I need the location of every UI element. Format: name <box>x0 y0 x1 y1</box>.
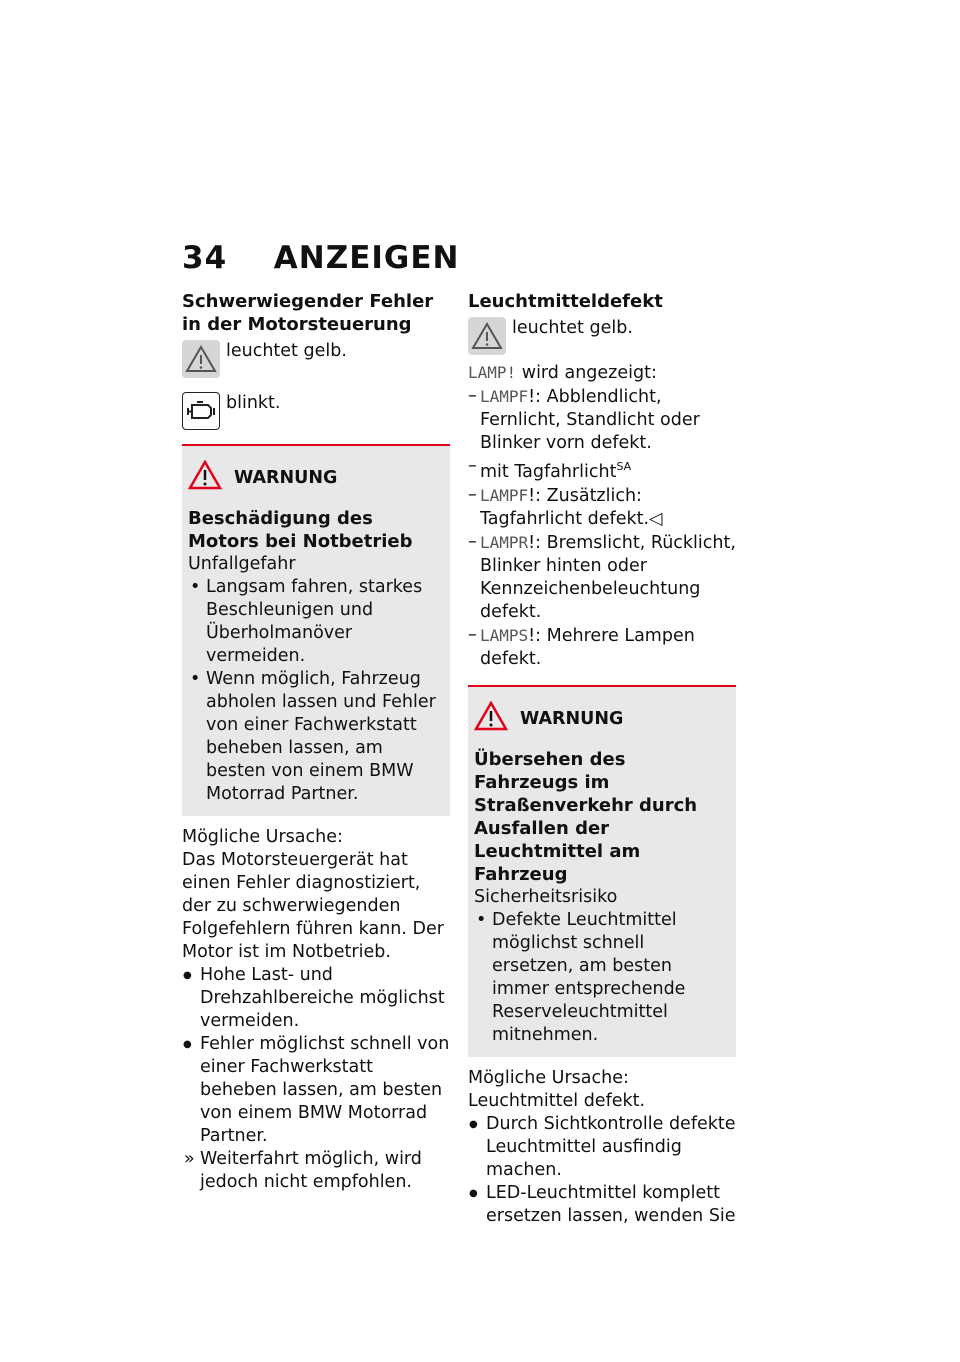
action-list <box>468 1113 736 1228</box>
warning-box-engine <box>182 444 450 816</box>
warning-triangle-icon <box>474 701 508 738</box>
indicator-row-yellow <box>182 340 450 378</box>
lamp-code-list <box>468 385 736 671</box>
warning-head <box>188 460 442 497</box>
list-item: • Langsam fahren, starkes Beschleunigen und Überholmanöver vermeiden. <box>188 576 442 668</box>
cause-label: Mögliche Ursache: <box>182 827 343 847</box>
list-item: ● Fehler möglichst schnell von einer Fachwerkstatt beheben lassen, am besten von einem BMW Motorrad Partner. <box>182 1033 450 1148</box>
warning-list <box>474 909 728 1047</box>
display-text: wird angezeigt: <box>521 363 657 383</box>
list-item: • Defekte Leuchtmittel möglichst schnell ersetzen, am besten immer entsprechende Reserveleuchtmittel mitnehmen. <box>474 909 728 1047</box>
list-item: – mit Tagfahrlicht$^{SA}$ <box>468 455 736 484</box>
indicator-row-lamp <box>468 317 736 355</box>
cause-text: Das Motorsteuergerät hat einen Fehler diagnostiziert, der zu schwerwiegenden Folgefehlern führen kann. Der Motor ist im Notbetrieb. <box>182 850 444 962</box>
list-item: ● Hohe Last- und Drehzahlbereiche möglichst vermeiden. <box>182 964 450 1033</box>
warning-list <box>188 576 442 806</box>
page-header <box>182 240 460 276</box>
indicator-text-lamp: leuchtet gelb. <box>512 318 633 338</box>
display-line <box>468 361 736 385</box>
warning-subtitle: Beschädigung des Motors bei Notbetrieb <box>188 508 413 552</box>
engine-check-icon <box>182 392 220 430</box>
result-list <box>182 1148 450 1194</box>
section-title-engine-fault: Schwerwiegender Fehler in der Motorsteuerung <box>182 291 434 335</box>
left-column <box>182 290 450 1194</box>
warning-triangle-icon <box>182 340 220 378</box>
list-item: ● LED-Leuchtmittel komplett ersetzen lassen, wenden Sie <box>468 1182 736 1228</box>
display-code: LAMP! <box>468 363 517 382</box>
list-item: – LAMPF!: Zusätzlich: Tagfahrlicht defekt.◁ <box>468 484 736 531</box>
right-column <box>468 290 736 1228</box>
warning-subtitle: Übersehen des Fahrzeugs im Straßenverkehr durch Ausfallen der Leuchtmittel am Fahrzeug <box>474 748 698 885</box>
sa-mark: SA <box>616 460 632 473</box>
warning-head <box>474 701 728 738</box>
cause-label: Mögliche Ursache: <box>468 1067 629 1088</box>
warning-label: WARNUNG <box>234 468 338 488</box>
warning-hazard: Unfallgefahr <box>188 554 296 574</box>
list-item: ● Durch Sichtkontrolle defekte Leuchtmittel ausfindig machen. <box>468 1113 736 1182</box>
cause-text: Leuchtmittel defekt. <box>468 1090 646 1111</box>
list-item: – LAMPR!: Bremslicht, Rücklicht, Blinker hinten oder Kennzeichenbeleuchtung defekt. <box>468 531 736 624</box>
warning-hazard: Sicherheitsrisiko <box>474 886 618 907</box>
page-number: 34 <box>182 240 228 276</box>
warning-label: WARNUNG <box>520 708 624 729</box>
warning-triangle-icon <box>188 460 222 497</box>
indicator-text-yellow: leuchtet gelb. <box>226 341 347 361</box>
chapter-title: ANZEIGEN <box>273 240 460 276</box>
warning-triangle-icon <box>468 317 506 355</box>
indicator-text-blink: blinkt. <box>226 393 281 413</box>
action-list <box>182 964 450 1148</box>
list-item: – LAMPF!: Abblendlicht, Fernlicht, Standlicht oder Blinker vorn defekt. <box>468 385 736 455</box>
indicator-row-blink <box>182 392 450 430</box>
list-item: • Wenn möglich, Fahrzeug abholen lassen und Fehler von einer Fachwerkstatt beheben lassen, am besten von einem BMW Motorrad Partner. <box>188 668 442 806</box>
list-item: – LAMPS!: Mehrere Lampen defekt. <box>468 624 736 671</box>
section-title-lamp-defect: Leuchtmitteldefekt <box>468 291 663 312</box>
warning-box-lamp <box>468 685 736 1057</box>
result-item: » Weiterfahrt möglich, wird jedoch nicht empfohlen. <box>182 1148 450 1194</box>
